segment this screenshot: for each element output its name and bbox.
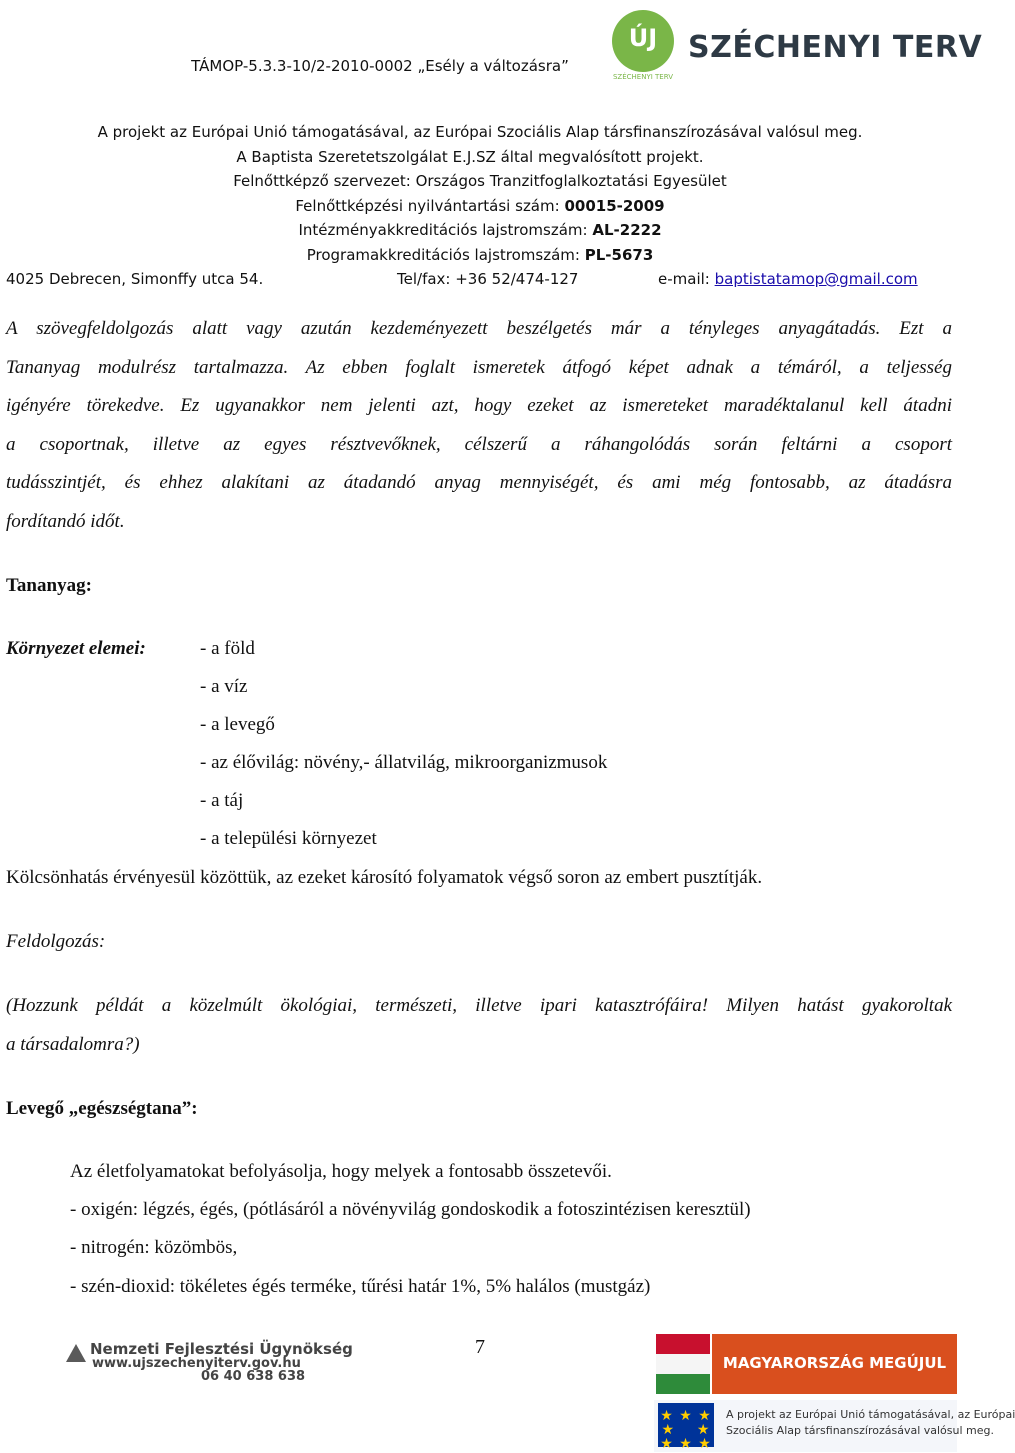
- intro-paragraph: [6, 310, 952, 541]
- levego-line: - szén-dioxid: tökéletes égés terméke, tűrési határ 1%, 5% halálos (mustgáz): [70, 1276, 651, 1297]
- intro-line: Tananyag modulrész tartalmazza. Az ebben foglalt ismeretek átfogó képet adnak a témáról, a teljesség: [6, 356, 952, 378]
- logo-name: SZÉCHENYI TERV: [688, 30, 983, 65]
- interaction-text: Kölcsönhatás érvényesül közöttük, az ezeket károsító folyamatok végső soron az embert pusztítják.: [6, 867, 763, 888]
- env-item: - a föld: [200, 638, 255, 659]
- intro-line: tudásszintjét, és ehhez alakítani az átadandó anyag mennyiségét, és ami még fontosabb, az átadásra: [6, 472, 952, 493]
- levego-heading: Levegő „egészségtana”:: [6, 1098, 198, 1119]
- levego-line: - nitrogén: közömbös,: [70, 1237, 238, 1258]
- question-line: (Hozzunk példát a közelmúlt ökológiai, természeti, illetve ipari katasztrófáira! Milyen hatást gyakoroltak: [6, 995, 952, 1016]
- env-item: - az élővilág: növény,- állatvilág, mikroorganizmusok: [200, 752, 608, 773]
- inst-label: Intézményakkreditációs lajstromszám:: [298, 221, 588, 239]
- address: 4025 Debrecen, Simonffy utca 54.: [6, 270, 264, 288]
- hungarian-flag-icon: [656, 1334, 710, 1354]
- levego-line: - oxigén: légzés, égés, (pótlásáról a növényvilág gondoskodik a fotoszintézisen keresztül): [70, 1199, 751, 1220]
- header-line-1: A projekt az Európai Unió támogatásával, az Európai Szociális Alap társfinanszírozásával valósul meg.: [97, 123, 863, 141]
- email-block: [658, 270, 918, 288]
- intro-line: fordítandó időt.: [6, 510, 125, 532]
- intro-line: igényére törekedve. Ez ugyanakkor nem jelenti azt, hogy ezeket az ismereteket maradéktalanul kell átadni: [6, 395, 952, 416]
- header-line-3: Felnőttképző szervezet: Országos Tranzitfoglalkoztatási Egyesület: [233, 172, 727, 190]
- page-number: 7: [475, 1336, 485, 1358]
- logo-circle-subtext: SZÉCHENYI TERV: [612, 73, 673, 81]
- inst-accreditation: [0, 221, 960, 239]
- project-code: TÁMOP-5.3.3-10/2-2010-0002 „Esély a változásra”: [191, 57, 569, 75]
- hungarian-flag-green: [656, 1374, 710, 1394]
- inst-value: AL-2222: [592, 221, 662, 239]
- eu-text-line-2: Szociális Alap társfinanszírozásával valósul meg.: [726, 1424, 995, 1437]
- magyarorszag-megujul-text: MAGYARORSZÁG MEGÚJUL: [722, 1354, 947, 1372]
- question-paragraph: [6, 987, 952, 1064]
- intro-line: A szövegfeldolgozás alatt vagy azután kezdeményezett beszélgetés már a tényleges anyagátadás. Ezt a: [6, 318, 952, 339]
- tananyag-heading: Tananyag:: [6, 575, 92, 596]
- nfu-title: Nemzeti Fejlesztési Ügynökség: [90, 1340, 353, 1358]
- header-line-2: A Baptista Szeretetszolgálat E.J.SZ által megvalósított projekt.: [236, 148, 704, 166]
- env-item: - a víz: [200, 676, 248, 697]
- prog-value: PL-5673: [584, 246, 654, 264]
- phone: Tel/fax: +36 52/474-127: [397, 270, 579, 288]
- env-item: - a levegő: [200, 714, 275, 735]
- question-line: a társadalomra?): [6, 1033, 140, 1055]
- logo-circle-text: ÚJ: [628, 24, 658, 52]
- levego-line: Az életfolyamatokat befolyásolja, hogy melyek a fontosabb összetevői.: [70, 1161, 612, 1182]
- env-item: - a táj: [200, 790, 244, 811]
- intro-line: a csoportnak, illetve az egyes résztvevőknek, célszerű a ráhangolódás során feltárni a csoport: [6, 433, 952, 455]
- eu-text-line-1: A projekt az Európai Unió támogatásával, az Európai: [726, 1408, 1015, 1421]
- env-label: Környezet elemei:: [6, 638, 146, 659]
- eu-stars-icon: ★ ★ ★ ★ ★ ★ ★ ★: [660, 1408, 712, 1452]
- feldolgozas-label: Feldolgozás:: [6, 931, 106, 952]
- email-label: e-mail:: [658, 270, 710, 288]
- nfu-phone: 06 40 638 638: [201, 1369, 306, 1384]
- reg-number: [0, 197, 960, 215]
- email-link[interactable]: baptistatamop@gmail.com: [714, 270, 918, 288]
- reg-label: Felnőttképzési nyilvántartási szám:: [295, 197, 560, 215]
- nfu-web: www.ujszechenyiterv.gov.hu: [92, 1356, 301, 1371]
- prog-label: Programakkreditációs lajstromszám:: [306, 246, 580, 264]
- prog-accreditation: [0, 246, 960, 264]
- reg-value: 00015-2009: [564, 197, 665, 215]
- hungarian-flag-white: [656, 1354, 710, 1374]
- env-item: - a települési környezet: [200, 828, 377, 849]
